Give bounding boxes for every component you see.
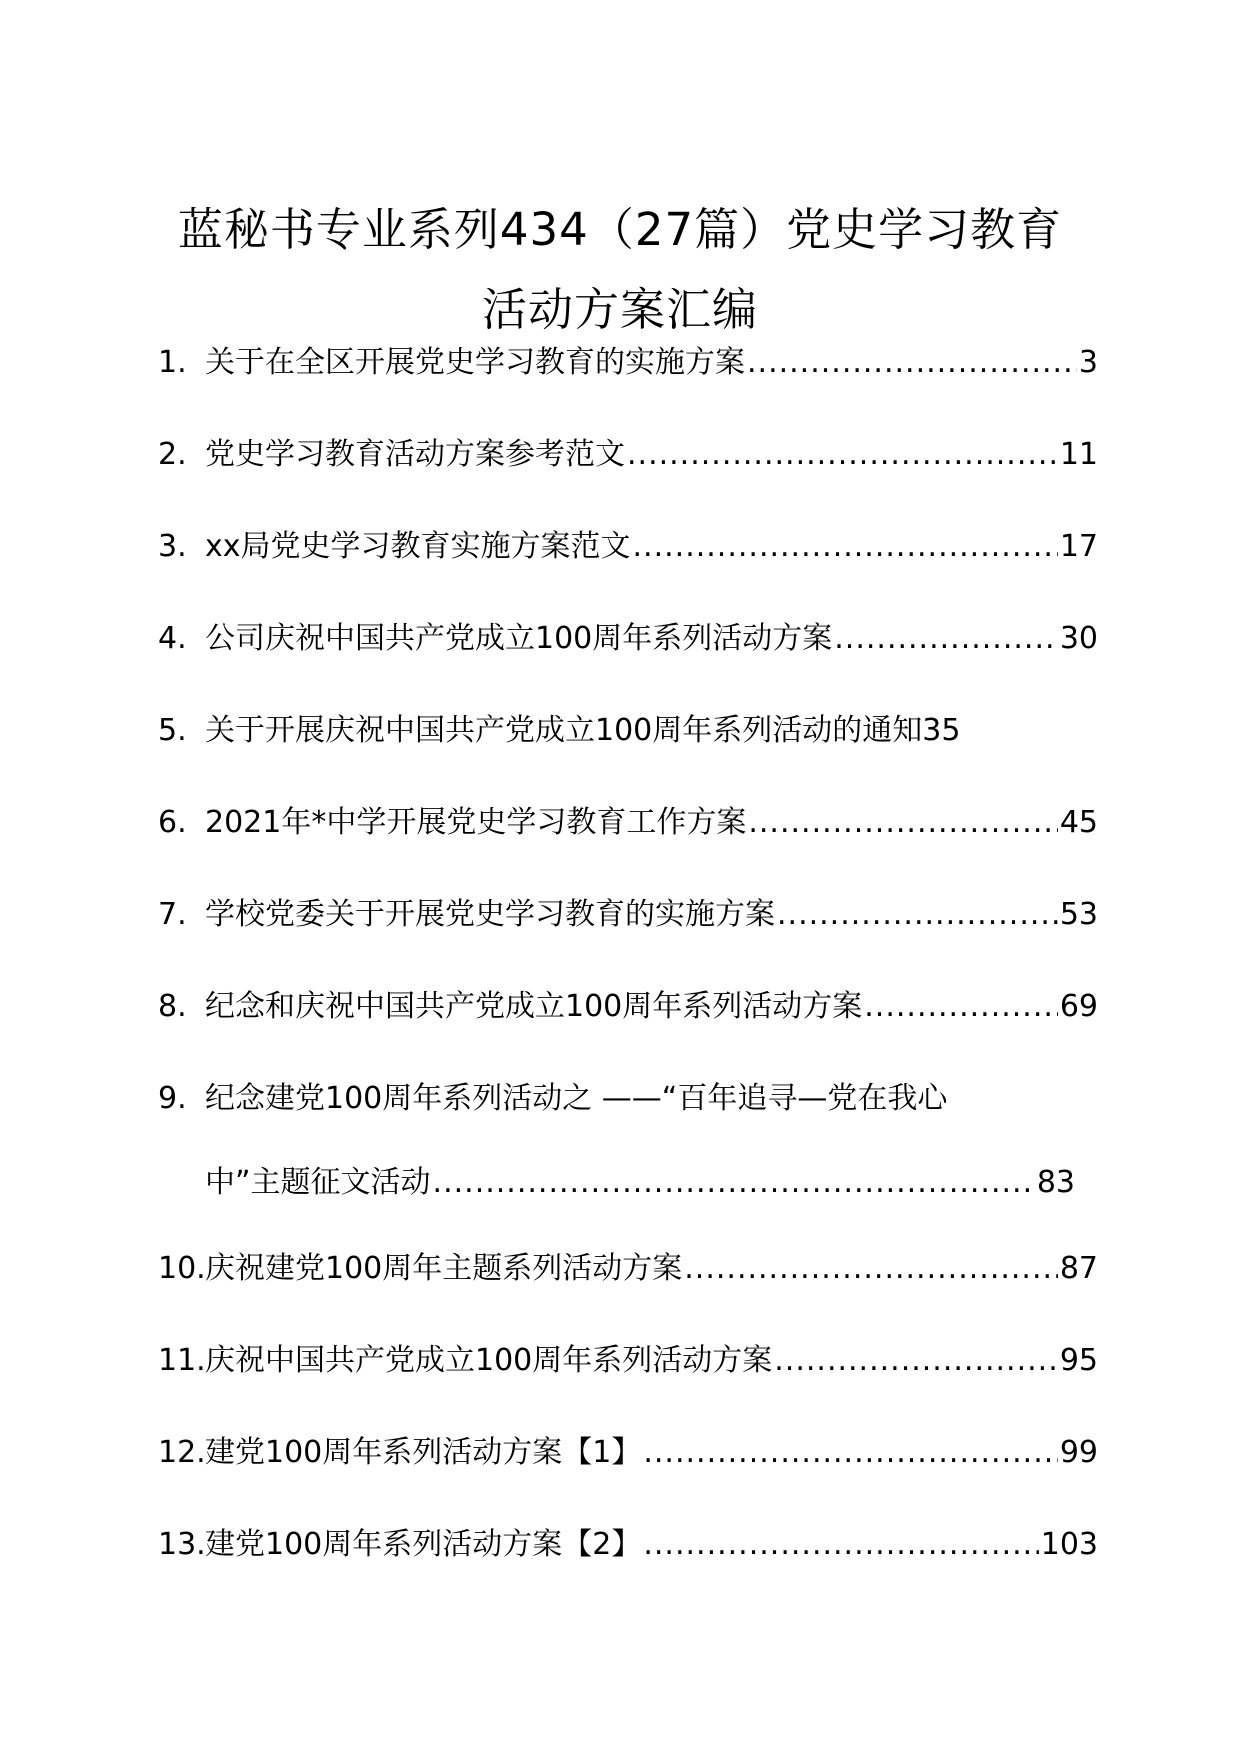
toc-item-number: 6. (158, 805, 187, 840)
toc-item-title-part-b: 系列活动方案 (652, 622, 833, 655)
toc-page-number: 83 (1036, 1165, 1075, 1200)
toc-item-number: 8. (158, 989, 187, 1024)
toc-item-title-part-a: 公司庆祝中国共产党成立100周年 (205, 621, 653, 656)
toc-item-12[interactable] (158, 1433, 1098, 1525)
toc-item-title-line-2: 中”主题征文活动 (205, 1165, 431, 1200)
toc-page-number: 45 (1059, 805, 1098, 840)
toc-item-title: 2021年*中学开展党史学习教育工作方案 (205, 805, 747, 840)
toc-leader-dots (627, 435, 1058, 475)
toc-item-number: 9. (158, 1081, 187, 1116)
toc-item-4[interactable] (158, 619, 1098, 711)
toc-item-8[interactable] (158, 987, 1098, 1079)
toc-item-number: 7. (158, 897, 187, 932)
toc-leader-dots (747, 343, 1077, 383)
toc-page-number: 3 (1078, 345, 1098, 380)
toc-leader-dots (864, 987, 1058, 1027)
toc-item-7[interactable] (158, 895, 1098, 987)
toc-page-number: 17 (1059, 529, 1098, 564)
toc-item-number: 5. (158, 713, 187, 748)
toc-leader-dots (643, 1525, 1038, 1565)
toc-item-title: 庆祝中国共产党成立100周年系列活动方案 (205, 1343, 773, 1378)
table-of-contents (158, 343, 1098, 1617)
toc-leader-dots (748, 803, 1057, 843)
document-title (150, 190, 1090, 350)
toc-page-number: 69 (1059, 989, 1098, 1024)
toc-item-line-1 (158, 1079, 1098, 1163)
toc-item-13[interactable] (158, 1525, 1098, 1617)
toc-item-number: 3. (158, 529, 187, 564)
toc-page-number: 11 (1059, 437, 1098, 472)
toc-item-number: 2. (158, 437, 187, 472)
toc-item-number: 1. (158, 345, 187, 380)
toc-leader-dots (774, 1341, 1058, 1381)
toc-page-number: 87 (1059, 1251, 1098, 1286)
toc-leader-dots (633, 527, 1058, 567)
toc-page-number: 95 (1059, 1343, 1098, 1378)
toc-page-number: 103 (1040, 1527, 1098, 1562)
toc-item-number: 13. (158, 1527, 206, 1562)
toc-item-title: 党史学习教育活动方案参考范文 (205, 437, 625, 472)
toc-page-number: 99 (1059, 1435, 1098, 1470)
toc-item-5[interactable] (158, 711, 1098, 803)
toc-item-9[interactable] (158, 1079, 1098, 1249)
toc-page-number: 35 (922, 713, 961, 748)
toc-item-number: 10. (158, 1251, 206, 1286)
toc-item-title: 建党100周年系列活动方案【1】 (205, 1435, 642, 1470)
toc-leader-dots (777, 895, 1058, 935)
toc-item-title: 关于开展庆祝中国共产党成立100周年系列活动的通知 (205, 713, 923, 748)
toc-item-title: 庆祝建党100周年主题系列活动方案 (205, 1251, 683, 1286)
toc-leader-dots (834, 619, 1058, 659)
toc-item-1[interactable] (158, 343, 1098, 435)
title-line-1: 蓝秘书专业系列434（27篇）党史学习教育 (177, 203, 1063, 257)
toc-item-title: 建党100周年系列活动方案【2】 (205, 1527, 642, 1562)
toc-item-title: 学校党委关于开展党史学习教育的实施方案 (205, 897, 775, 932)
toc-page-number: 30 (1059, 621, 1098, 656)
toc-item-title: 纪念和庆祝中国共产党成立100周年系列活动方案 (205, 989, 863, 1024)
toc-item-3[interactable] (158, 527, 1098, 619)
toc-item-title: 关于在全区开展党史学习教育的实施方案 (205, 345, 745, 380)
toc-item-line-2 (158, 1163, 1075, 1249)
toc-item-number: 4. (158, 621, 187, 656)
toc-item-title-line-1: 纪念建党100周年系列活动之 ——“百年追寻—党在我心 (205, 1081, 948, 1116)
toc-item-11[interactable] (158, 1341, 1098, 1433)
toc-item-10[interactable] (158, 1249, 1098, 1341)
toc-item-number: 11. (158, 1343, 206, 1378)
toc-leader-dots (684, 1249, 1058, 1289)
toc-leader-dots (433, 1163, 1035, 1203)
toc-item-number: 12. (158, 1435, 206, 1470)
toc-item-title: xx局党史学习教育实施方案范文 (205, 529, 631, 564)
toc-item-title (205, 619, 832, 659)
toc-item-6[interactable] (158, 803, 1098, 895)
toc-item-2[interactable] (158, 435, 1098, 527)
title-line-2: 活动方案汇编 (481, 283, 758, 337)
toc-leader-dots (643, 1433, 1057, 1473)
toc-page-number: 53 (1059, 897, 1098, 932)
